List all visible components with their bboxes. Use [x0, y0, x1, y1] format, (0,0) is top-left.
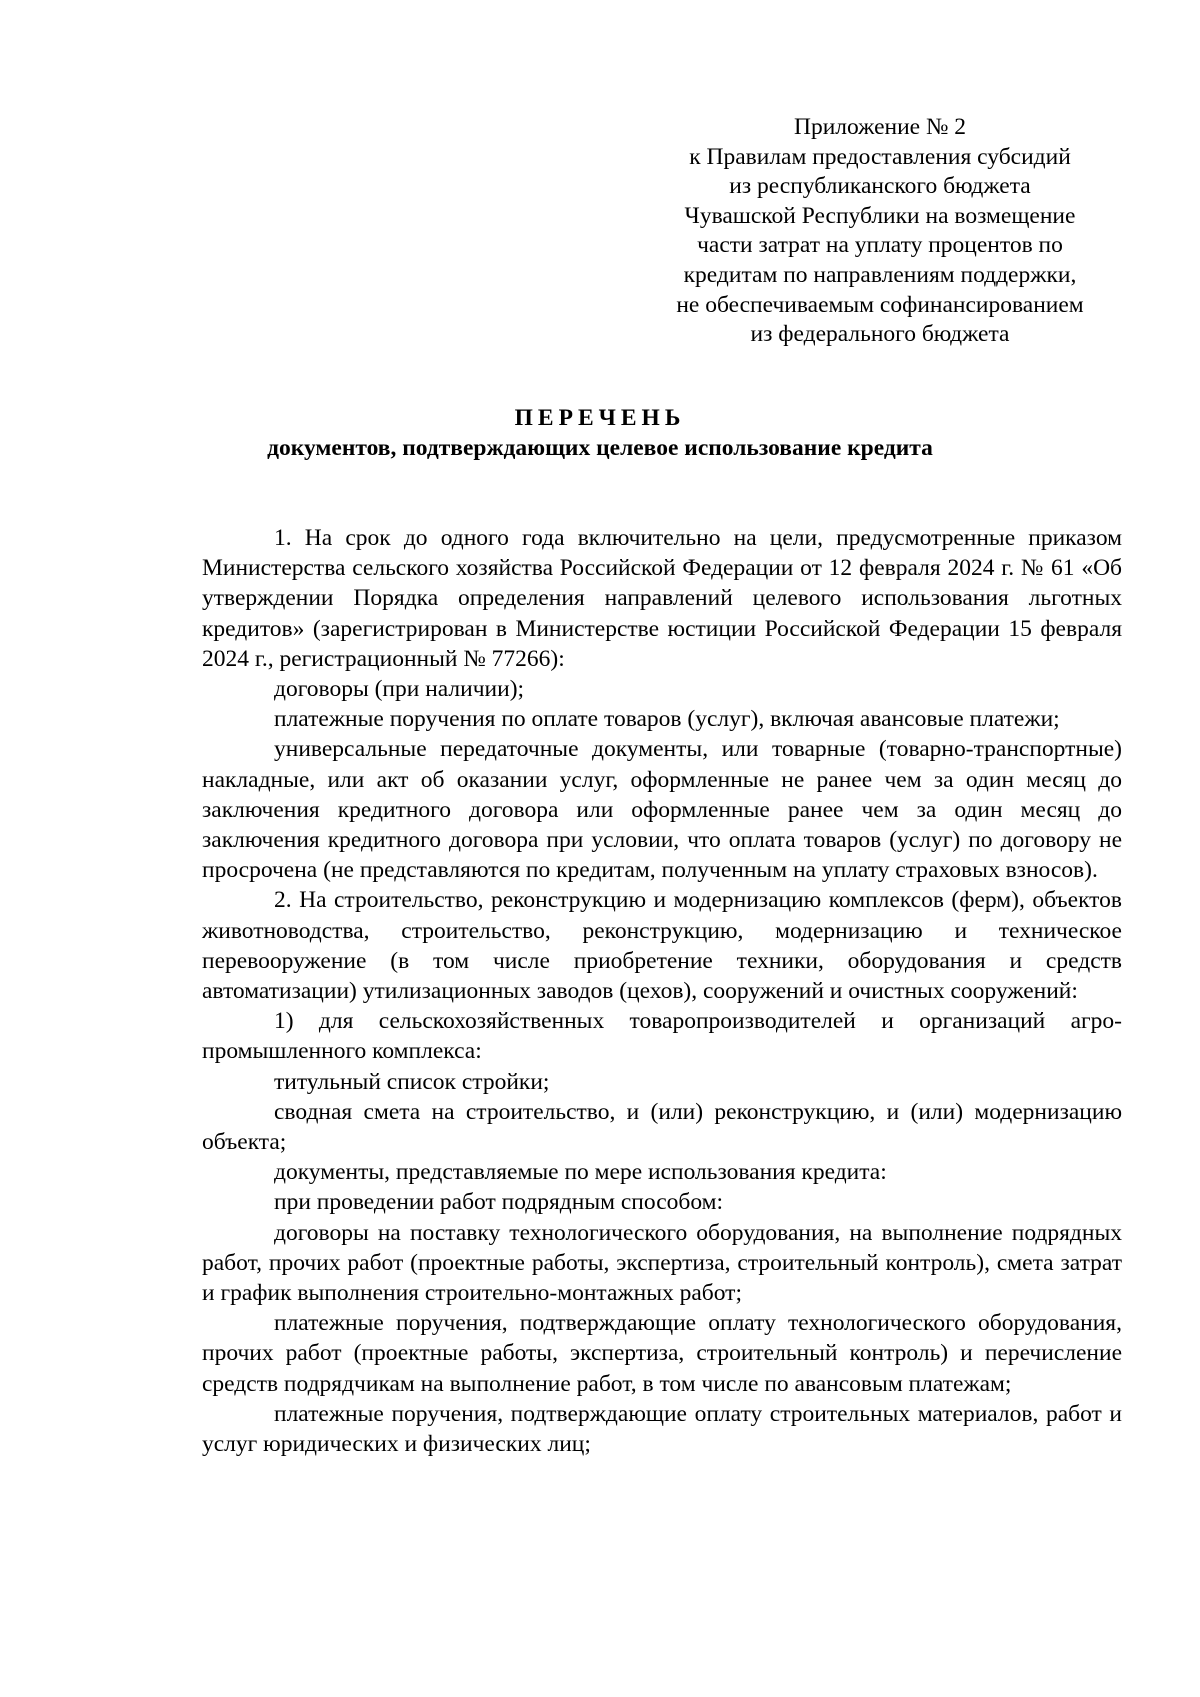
paragraph: универсальные передаточные документы, или товарные (товарно-транспортные) накладные, или акт об оказании услуг, оформленные не ранее чем за один месяц до заключения кредитного договора или оформленные ранее чем за один месяц до заключения кредитного договора при условии, что оплата товаров (услуг) по договору не просрочена (не представляются по кредитам, полученным на уплату страховых взносов).: [202, 736, 1122, 884]
appendix-header: [640, 113, 1120, 350]
appendix-line: не обеспечиваемым софинансированием: [676, 291, 1084, 318]
appendix-line: части затрат на уплату процентов по: [697, 232, 1063, 259]
appendix-line: Чувашской Республики на возмещение: [684, 202, 1076, 229]
paragraph: 1. На срок до одного года включительно на цели, предусмотренные приказом Министерства сельского хозяйства Российской Федерации от 12 февраля 2024 г. № 61 «Об утверждении Порядка определения направлений целевого использования льготных кредитов» (зарегистрирован в Министерстве юстиции Российской Федерации 15 февраля 2024 г., регистрационный № 77266):: [202, 525, 1122, 672]
appendix-line: Приложение № 2: [793, 114, 967, 140]
paragraph: договоры на поставку технологического оборудования, на выполнение подрядных работ, прочих работ (проектные работы, экспертиза, строительный контроль), смета затрат и график выполнения строительно-монтажных работ;: [202, 1219, 1122, 1307]
paragraph: 1) для сельскохозяйственных товаропроизводителей и организаций агропромышленного комплекса:: [202, 1008, 1122, 1065]
paragraph: платежные поручения по оплате товаров (услуг), включая авансовые платежи;: [274, 706, 1060, 733]
paragraph: платежные поручения, подтверждающие оплату строительных материалов, работ и услуг юридических и физических лиц;: [202, 1400, 1122, 1458]
paragraph: сводная смета на строительство, и (или) реконструкцию, и (или) модернизацию объекта;: [202, 1098, 1122, 1156]
paragraph: документы, представляемые по мере использования кредита:: [274, 1159, 887, 1186]
document-body: [202, 523, 1122, 1459]
appendix-line: из федерального бюджета: [750, 321, 1010, 348]
paragraph: титульный список стройки;: [274, 1068, 550, 1095]
document-title: ПЕРЕЧЕНЬ: [514, 405, 686, 431]
appendix-line: к Правилам предоставления субсидий: [689, 143, 1071, 170]
paragraph: 2. На строительство, реконструкцию и модернизацию комплексов (ферм), объектов животноводства, строительство, реконструкцию, модернизацию и техническое перевооружение (в том числе приобретение техники, оборудования и средств автоматизации) утилизационных заводов (цехов), сооружений и очистных сооружений:: [202, 887, 1122, 1005]
paragraph: платежные поручения, подтверждающие оплату технологического оборудования, прочих работ (проектные работы, экспертиза, строительный контроль) и перечисление средств подрядчикам на выполнение работ, в том числе по авансовым платежам;: [202, 1310, 1122, 1397]
appendix-line: кредитам по направлениям поддержки,: [683, 261, 1077, 288]
document-subtitle: документов, подтверждающих целевое использование кредита: [267, 435, 933, 461]
paragraph: договоры (при наличии);: [274, 676, 525, 703]
appendix-line: из республиканского бюджета: [729, 173, 1031, 200]
paragraph: при проведении работ подрядным способом:: [274, 1189, 724, 1216]
